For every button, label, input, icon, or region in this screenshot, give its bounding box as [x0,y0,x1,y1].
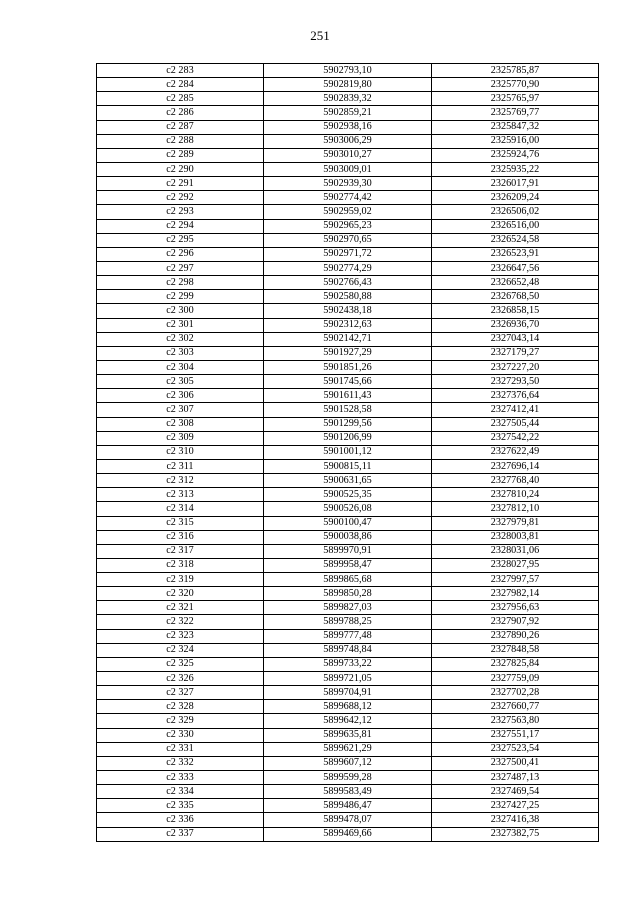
point-id-cell: с2 293 [97,205,264,219]
x-coordinate-cell: 5902142,71 [264,332,432,346]
y-coordinate-cell: 2327500,41 [432,756,599,770]
table-row [97,615,599,629]
point-id-cell: с2 335 [97,799,264,813]
point-id-cell: с2 323 [97,629,264,643]
point-id-cell: с2 322 [97,615,264,629]
x-coordinate-cell: 5899688,12 [264,700,432,714]
y-coordinate-cell: 2326506,02 [432,205,599,219]
coordinates-table [96,63,599,842]
table-row [97,813,599,827]
table-row [97,162,599,176]
table-row [97,474,599,488]
table-row [97,771,599,785]
x-coordinate-cell: 5900815,11 [264,459,432,473]
point-id-cell: с2 315 [97,516,264,530]
table-row [97,78,599,92]
y-coordinate-cell: 2327997,57 [432,573,599,587]
x-coordinate-cell: 5899970,91 [264,544,432,558]
table-row [97,431,599,445]
table-row [97,247,599,261]
point-id-cell: с2 337 [97,827,264,841]
y-coordinate-cell: 2326652,48 [432,276,599,290]
y-coordinate-cell: 2327759,09 [432,672,599,686]
x-coordinate-cell: 5899478,07 [264,813,432,827]
point-id-cell: с2 291 [97,177,264,191]
x-coordinate-cell: 5899599,28 [264,771,432,785]
table-row [97,714,599,728]
table-row [97,304,599,318]
y-coordinate-cell: 2325770,90 [432,78,599,92]
table-row [97,177,599,191]
x-coordinate-cell: 5901299,56 [264,417,432,431]
point-id-cell: с2 332 [97,756,264,770]
x-coordinate-cell: 5901528,58 [264,403,432,417]
table-row [97,233,599,247]
table-row [97,318,599,332]
point-id-cell: с2 310 [97,445,264,459]
table-row [97,290,599,304]
y-coordinate-cell: 2325765,97 [432,92,599,106]
table-row [97,799,599,813]
y-coordinate-cell: 2327956,63 [432,601,599,615]
y-coordinate-cell: 2327043,14 [432,332,599,346]
x-coordinate-cell: 5902774,29 [264,261,432,275]
x-coordinate-cell: 5901745,66 [264,375,432,389]
table-row [97,530,599,544]
y-coordinate-cell: 2327848,58 [432,643,599,657]
table-row [97,445,599,459]
x-coordinate-cell: 5901927,29 [264,346,432,360]
x-coordinate-cell: 5902859,21 [264,106,432,120]
table-row [97,601,599,615]
x-coordinate-cell: 5902819,80 [264,78,432,92]
table-row [97,134,599,148]
point-id-cell: с2 300 [97,304,264,318]
x-coordinate-cell: 5899777,48 [264,629,432,643]
x-coordinate-cell: 5899748,84 [264,643,432,657]
y-coordinate-cell: 2325785,87 [432,64,599,78]
point-id-cell: с2 318 [97,558,264,572]
y-coordinate-cell: 2327825,84 [432,657,599,671]
x-coordinate-cell: 5902766,43 [264,276,432,290]
y-coordinate-cell: 2328027,95 [432,558,599,572]
point-id-cell: с2 297 [97,261,264,275]
table-row [97,502,599,516]
table-row [97,657,599,671]
table-row [97,92,599,106]
x-coordinate-cell: 5901001,12 [264,445,432,459]
point-id-cell: с2 312 [97,474,264,488]
y-coordinate-cell: 2327768,40 [432,474,599,488]
y-coordinate-cell: 2327660,77 [432,700,599,714]
point-id-cell: с2 316 [97,530,264,544]
point-id-cell: с2 292 [97,191,264,205]
y-coordinate-cell: 2327469,54 [432,785,599,799]
table-row [97,148,599,162]
y-coordinate-cell: 2327563,80 [432,714,599,728]
table-row [97,332,599,346]
x-coordinate-cell: 5899958,47 [264,558,432,572]
point-id-cell: с2 302 [97,332,264,346]
table-row [97,346,599,360]
point-id-cell: с2 307 [97,403,264,417]
point-id-cell: с2 285 [97,92,264,106]
point-id-cell: с2 311 [97,459,264,473]
x-coordinate-cell: 5903010,27 [264,148,432,162]
table-row [97,544,599,558]
x-coordinate-cell: 5899607,12 [264,756,432,770]
x-coordinate-cell: 5899642,12 [264,714,432,728]
y-coordinate-cell: 2326523,91 [432,247,599,261]
table-row [97,629,599,643]
table-row [97,276,599,290]
y-coordinate-cell: 2326209,24 [432,191,599,205]
x-coordinate-cell: 5902939,30 [264,177,432,191]
point-id-cell: с2 333 [97,771,264,785]
point-id-cell: с2 324 [97,643,264,657]
page-number: 251 [310,28,330,43]
table-row [97,64,599,78]
y-coordinate-cell: 2328003,81 [432,530,599,544]
x-coordinate-cell: 5899469,66 [264,827,432,841]
table-row [97,700,599,714]
table-row [97,488,599,502]
table-row [97,389,599,403]
table-row [97,261,599,275]
y-coordinate-cell: 2327505,44 [432,417,599,431]
y-coordinate-cell: 2325847,32 [432,120,599,134]
point-id-cell: с2 283 [97,64,264,78]
table-row [97,728,599,742]
y-coordinate-cell: 2327696,14 [432,459,599,473]
y-coordinate-cell: 2326936,70 [432,318,599,332]
point-id-cell: с2 325 [97,657,264,671]
point-id-cell: с2 334 [97,785,264,799]
x-coordinate-cell: 5899788,25 [264,615,432,629]
x-coordinate-cell: 5900100,47 [264,516,432,530]
y-coordinate-cell: 2327542,22 [432,431,599,445]
x-coordinate-cell: 5899486,47 [264,799,432,813]
point-id-cell: с2 296 [97,247,264,261]
x-coordinate-cell: 5899850,28 [264,587,432,601]
y-coordinate-cell: 2328031,06 [432,544,599,558]
x-coordinate-cell: 5902970,65 [264,233,432,247]
table-row [97,672,599,686]
point-id-cell: с2 313 [97,488,264,502]
coordinates-table-body [97,64,599,842]
x-coordinate-cell: 5899583,49 [264,785,432,799]
table-row [97,417,599,431]
y-coordinate-cell: 2327293,50 [432,375,599,389]
point-id-cell: с2 299 [97,290,264,304]
y-coordinate-cell: 2325769,77 [432,106,599,120]
table-row [97,742,599,756]
table-row [97,459,599,473]
x-coordinate-cell: 5900526,08 [264,502,432,516]
table-row [97,558,599,572]
x-coordinate-cell: 5902312,63 [264,318,432,332]
y-coordinate-cell: 2327427,25 [432,799,599,813]
table-row [97,403,599,417]
x-coordinate-cell: 5899865,68 [264,573,432,587]
table-row [97,827,599,841]
y-coordinate-cell: 2325924,76 [432,148,599,162]
x-coordinate-cell: 5903009,01 [264,162,432,176]
y-coordinate-cell: 2327622,49 [432,445,599,459]
y-coordinate-cell: 2327179,27 [432,346,599,360]
x-coordinate-cell: 5900038,86 [264,530,432,544]
point-id-cell: с2 290 [97,162,264,176]
table-row [97,375,599,389]
table-row [97,219,599,233]
y-coordinate-cell: 2326524,58 [432,233,599,247]
point-id-cell: с2 327 [97,686,264,700]
x-coordinate-cell: 5902938,16 [264,120,432,134]
y-coordinate-cell: 2327907,92 [432,615,599,629]
y-coordinate-cell: 2327890,26 [432,629,599,643]
x-coordinate-cell: 5899733,22 [264,657,432,671]
y-coordinate-cell: 2326017,91 [432,177,599,191]
x-coordinate-cell: 5900631,65 [264,474,432,488]
point-id-cell: с2 306 [97,389,264,403]
table-row [97,205,599,219]
table-row [97,191,599,205]
x-coordinate-cell: 5902580,88 [264,290,432,304]
point-id-cell: с2 289 [97,148,264,162]
x-coordinate-cell: 5902839,32 [264,92,432,106]
point-id-cell: с2 304 [97,360,264,374]
table-row [97,120,599,134]
point-id-cell: с2 298 [97,276,264,290]
point-id-cell: с2 295 [97,233,264,247]
point-id-cell: с2 288 [97,134,264,148]
x-coordinate-cell: 5902793,10 [264,64,432,78]
y-coordinate-cell: 2326516,00 [432,219,599,233]
x-coordinate-cell: 5899621,29 [264,742,432,756]
table-row [97,106,599,120]
table-row [97,573,599,587]
x-coordinate-cell: 5903006,29 [264,134,432,148]
y-coordinate-cell: 2327382,75 [432,827,599,841]
y-coordinate-cell: 2327487,13 [432,771,599,785]
x-coordinate-cell: 5902959,02 [264,205,432,219]
point-id-cell: с2 329 [97,714,264,728]
y-coordinate-cell: 2327812,10 [432,502,599,516]
point-id-cell: с2 303 [97,346,264,360]
x-coordinate-cell: 5901611,43 [264,389,432,403]
x-coordinate-cell: 5902774,42 [264,191,432,205]
point-id-cell: с2 320 [97,587,264,601]
y-coordinate-cell: 2326647,56 [432,261,599,275]
table-row [97,516,599,530]
table-row [97,785,599,799]
y-coordinate-cell: 2327979,81 [432,516,599,530]
table-row [97,643,599,657]
point-id-cell: с2 301 [97,318,264,332]
y-coordinate-cell: 2327523,54 [432,742,599,756]
y-coordinate-cell: 2326768,50 [432,290,599,304]
y-coordinate-cell: 2327702,28 [432,686,599,700]
table-row [97,587,599,601]
point-id-cell: с2 326 [97,672,264,686]
point-id-cell: с2 319 [97,573,264,587]
x-coordinate-cell: 5900525,35 [264,488,432,502]
point-id-cell: с2 287 [97,120,264,134]
x-coordinate-cell: 5902971,72 [264,247,432,261]
y-coordinate-cell: 2327227,20 [432,360,599,374]
table-row [97,756,599,770]
y-coordinate-cell: 2327810,24 [432,488,599,502]
y-coordinate-cell: 2327412,41 [432,403,599,417]
point-id-cell: с2 330 [97,728,264,742]
point-id-cell: с2 305 [97,375,264,389]
point-id-cell: с2 336 [97,813,264,827]
point-id-cell: с2 286 [97,106,264,120]
y-coordinate-cell: 2325935,22 [432,162,599,176]
y-coordinate-cell: 2325916,00 [432,134,599,148]
x-coordinate-cell: 5899704,91 [264,686,432,700]
point-id-cell: с2 331 [97,742,264,756]
table-row [97,360,599,374]
x-coordinate-cell: 5901851,26 [264,360,432,374]
x-coordinate-cell: 5899721,05 [264,672,432,686]
y-coordinate-cell: 2327416,38 [432,813,599,827]
x-coordinate-cell: 5899635,81 [264,728,432,742]
y-coordinate-cell: 2327376,64 [432,389,599,403]
x-coordinate-cell: 5902438,18 [264,304,432,318]
x-coordinate-cell: 5901206,99 [264,431,432,445]
point-id-cell: с2 314 [97,502,264,516]
y-coordinate-cell: 2327982,14 [432,587,599,601]
point-id-cell: с2 321 [97,601,264,615]
y-coordinate-cell: 2327551,17 [432,728,599,742]
point-id-cell: с2 284 [97,78,264,92]
y-coordinate-cell: 2326858,15 [432,304,599,318]
x-coordinate-cell: 5902965,23 [264,219,432,233]
point-id-cell: с2 308 [97,417,264,431]
x-coordinate-cell: 5899827,03 [264,601,432,615]
point-id-cell: с2 317 [97,544,264,558]
point-id-cell: с2 328 [97,700,264,714]
point-id-cell: с2 309 [97,431,264,445]
point-id-cell: с2 294 [97,219,264,233]
table-row [97,686,599,700]
